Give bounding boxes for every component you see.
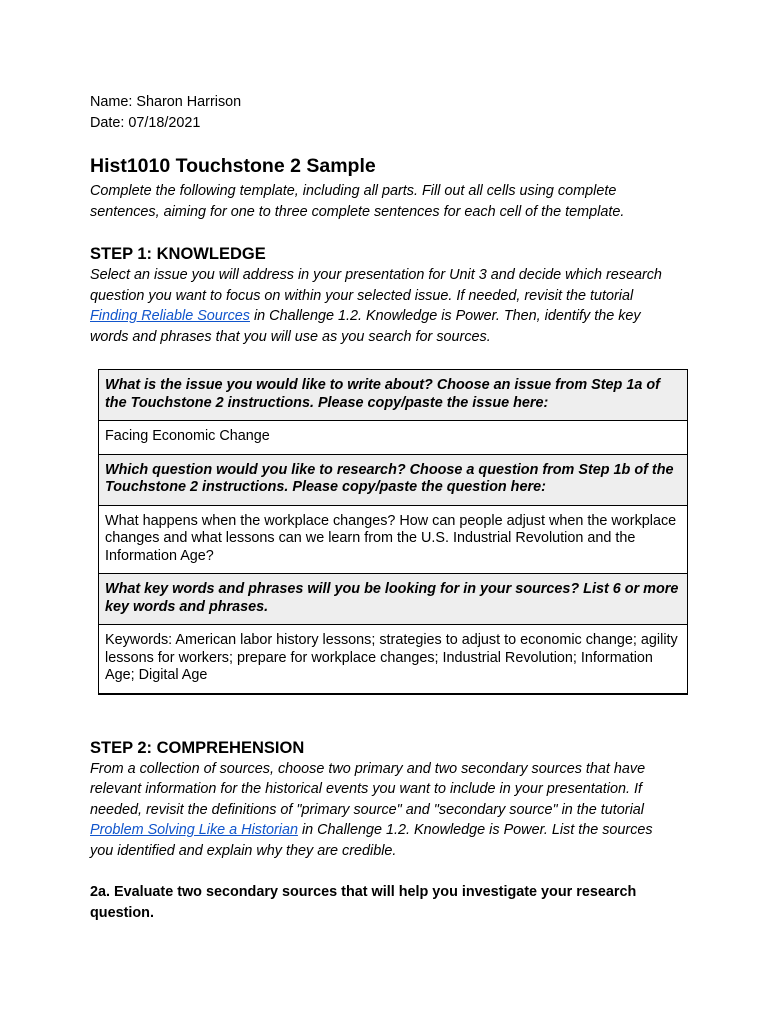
question-cell: What key words and phrases will you be looking for in your sources? List 6 or more key words and phrases. bbox=[99, 574, 688, 625]
answer-cell[interactable]: Keywords: American labor history lessons; strategies to adjust to economic change; agility lessons for workers; prepare for workplace changes; Industrial Revolution; Information Age; Digital Age bbox=[99, 625, 688, 694]
table-row-question bbox=[99, 370, 688, 421]
question-cell: Which question would you like to research? Choose a question from Step 1b of the Touchstone 2 instructions. Please copy/paste the question here: bbox=[99, 454, 688, 505]
problem-solving-historian-link[interactable]: Problem Solving Like a Historian bbox=[90, 822, 298, 838]
answer-cell[interactable]: What happens when the workplace changes? How can people adjust when the workplace changes and what lessons can we learn from the U.S. Industrial Revolution and the Information Age? bbox=[99, 505, 688, 574]
table-row-question bbox=[99, 574, 688, 625]
answer-cell[interactable]: Facing Economic Change bbox=[99, 421, 688, 455]
step1-instr-part2: in Challenge 1.2. Knowledge is Power. Then, identify the key words and phrases that you will use as you search for sources. bbox=[90, 308, 641, 345]
date-line: Date: 07/18/2021 bbox=[90, 114, 201, 131]
step1-table bbox=[98, 369, 688, 695]
finding-reliable-sources-link[interactable]: Finding Reliable Sources bbox=[90, 308, 250, 324]
name-line: Name: Sharon Harrison bbox=[90, 94, 242, 110]
step2-instr-part1: From a collection of sources, choose two primary and two secondary sources that have relevant information for the historical events you want to include in your presentation. If needed, revisit the definitions of "primary source" and "secondary source" in the tutorial bbox=[90, 760, 646, 818]
intro-instructions: Complete the following template, including all parts. Fill out all cells using complete sentences, aiming for one to three complete sentences for each cell of the template. bbox=[90, 183, 625, 220]
table-row-answer bbox=[99, 421, 688, 455]
step2-heading: STEP 2: COMPREHENSION bbox=[90, 738, 305, 757]
step1-heading: STEP 1: KNOWLEDGE bbox=[90, 245, 266, 263]
step2-instructions bbox=[90, 759, 678, 862]
table-row-question bbox=[99, 454, 688, 505]
step2a-heading: 2a. Evaluate two secondary sources that will help you investigate your research question. bbox=[90, 884, 637, 921]
step1-instr-part1: Select an issue you will address in your presentation for Unit 3 and decide which research question you want to focus on within your selected issue. If needed, revisit the tutorial bbox=[90, 267, 662, 304]
step1-instructions bbox=[90, 265, 678, 347]
question-cell: What is the issue you would like to write about? Choose an issue from Step 1a of the Touchstone 2 instructions. Please copy/paste the issue here: bbox=[99, 370, 688, 421]
document-title: Hist1010 Touchstone 2 Sample bbox=[90, 155, 376, 177]
step2-instr-part2: in Challenge 1.2. Knowledge is Power. List the sources you identified and explain why they are credible. bbox=[90, 822, 653, 859]
table-row-answer bbox=[99, 505, 688, 574]
table-row-answer bbox=[99, 625, 688, 694]
